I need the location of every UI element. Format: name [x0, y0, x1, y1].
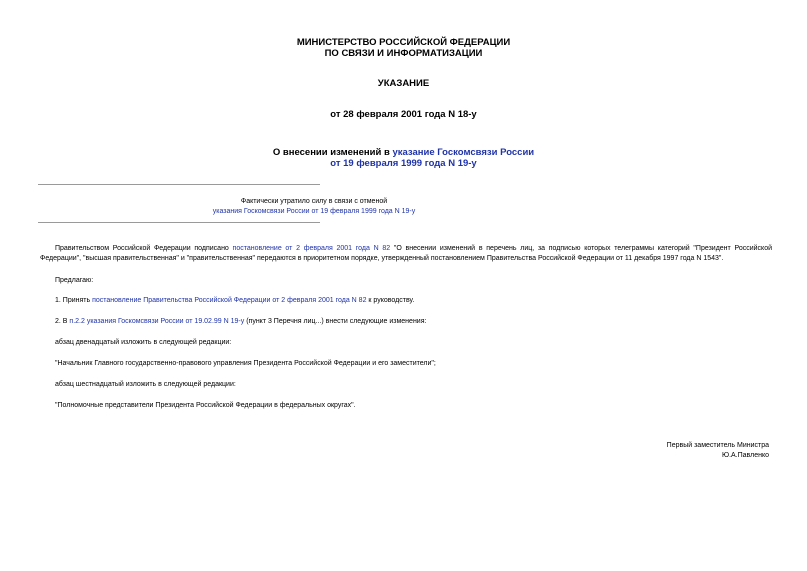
- signatory-name: Ю.А.Павленко: [722, 452, 769, 459]
- intro-text-start: Правительством Российской Федерации подписано: [55, 245, 233, 252]
- link-government-resolution[interactable]: постановление Правительства Российской Федерации от 2 февраля 2001 года N 82: [92, 297, 367, 304]
- divider-bottom: [38, 222, 320, 223]
- link-decree-clause[interactable]: п.2.2 указания Госкомсвязи России от 19.02.99 N 19-у: [69, 318, 245, 325]
- subject-link-decree[interactable]: указание Госкомсвязи России: [392, 147, 535, 158]
- item-1-text-start: 1. Принять: [55, 297, 93, 304]
- item-2-text-start: 2. В: [55, 318, 70, 325]
- ministry-name-line1: МИНИСТЕРСТВО РОССИЙСКОЙ ФЕДЕРАЦИИ: [296, 37, 511, 48]
- paragraph-sixteenth-text: "Полномочные представители Президента Российской Федерации в федеральных округах".: [55, 402, 356, 409]
- paragraph-intro: [40, 244, 772, 264]
- subject-link-decree-date[interactable]: от 19 февраля 1999 года N 19-у: [330, 158, 477, 169]
- link-resolution-82[interactable]: постановление от 2 февраля 2001 года N 82: [232, 245, 391, 252]
- paragraph-propose: Предлагаю:: [55, 277, 94, 284]
- paragraph-twelfth-text: "Начальник Главного государственно-правового управления Президента Российской Федерации и его заместители";: [55, 360, 436, 367]
- document-subject: [0, 147, 807, 158]
- document-date: от 28 февраля 2001 года N 18-у: [330, 109, 477, 120]
- status-note: Фактически утратило силу в связи с отменой: [240, 198, 388, 205]
- paragraph-sixteenth: абзац шестнадцатый изложить в следующей редакции:: [55, 381, 236, 388]
- ministry-name-line2: ПО СВЯЗИ И ИНФОРМАТИЗАЦИИ: [324, 48, 483, 59]
- intro-text-end: "О внесении изменений в перечень лиц, за подписью которых телеграммы категорий "Президент Российской Федерации", "высшая правительственная" и "правительственная" передаются в приоритетном порядке, утвержденный постановлением Правительства Российской Федерации от 11 декабря 1997 года N 1543".: [40, 245, 772, 262]
- divider-top: [38, 184, 320, 185]
- paragraph-item-1: [40, 296, 772, 306]
- signatory-position: Первый заместитель Министра: [666, 442, 769, 449]
- subject-prefix: О внесении изменений в: [272, 147, 393, 158]
- paragraph-item-2: [40, 317, 772, 327]
- paragraph-twelfth: абзац двенадцатый изложить в следующей редакции:: [55, 339, 232, 346]
- status-link-repeal[interactable]: указания Госкомсвязи России от 19 февраля 1999 года N 19-у: [212, 208, 416, 215]
- item-1-text-end: к руководству.: [366, 297, 415, 304]
- item-2-text-end: (пункт 3 Перечня лиц...) внести следующие изменения:: [244, 318, 427, 325]
- document-type: УКАЗАНИЕ: [377, 78, 430, 89]
